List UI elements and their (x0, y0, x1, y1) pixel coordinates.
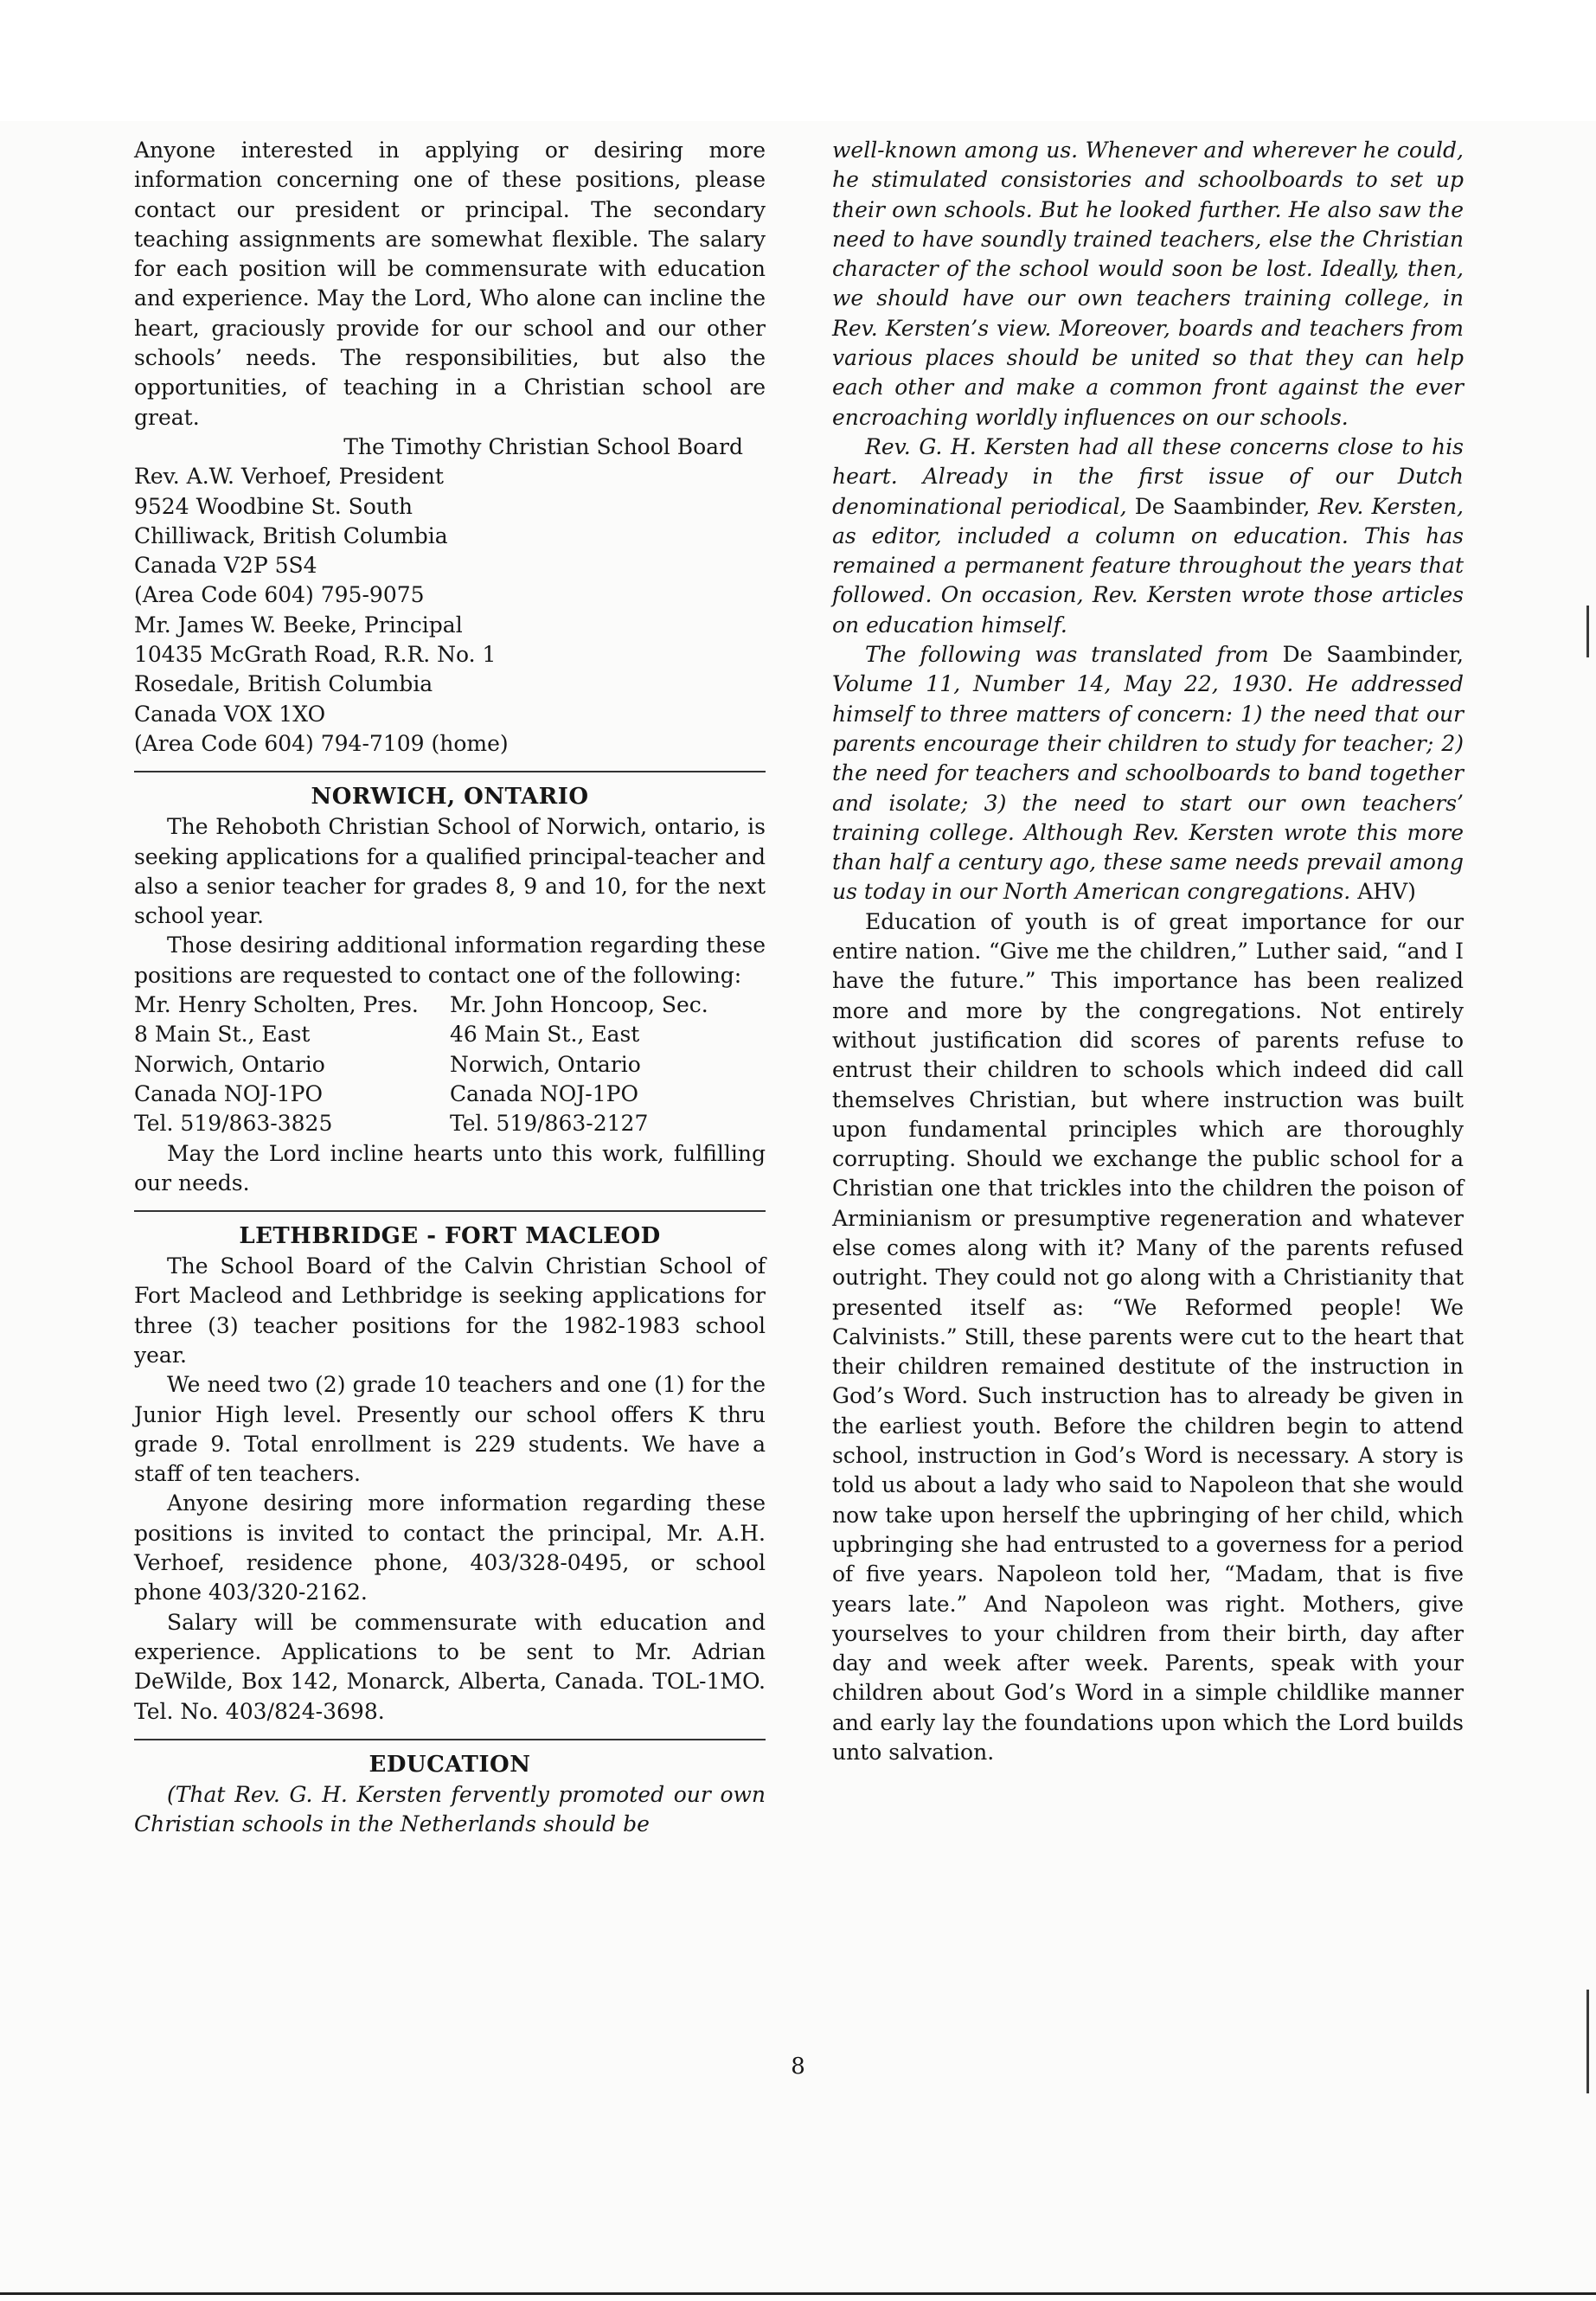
contact-line: Mr. John Honcoop, Sec. (450, 992, 708, 1018)
norwich-paragraph: Those desiring additional information regarding these positions are requested to contact one of the following: (134, 933, 766, 988)
text-run: Rev. G. H. Kersten had all these concerns close to his heart. Already in the first issue of our Dutch denominational periodical, (832, 433, 1464, 519)
text-run: Rev. Kersten, as editor, included a column on education. This has remained a permanent feature throughout the years that followed. On occasion, Rev. Kersten wrote those articles on education himself. (832, 493, 1464, 638)
contact-line: 46 Main St., East (450, 1022, 640, 1048)
contact-line: Tel. 519/863-3825 (134, 1111, 333, 1137)
contact-line: Norwich, Ontario (134, 1051, 325, 1077)
contact-line: Canada VOX 1XO (134, 701, 326, 727)
lethbridge-paragraph: Anyone desiring more information regarding these positions is invited to contact the principal, Mr. A.H. Verhoef, residence phone, 403/328-0495, or school phone 403/320-2162. (134, 1490, 766, 1606)
lethbridge-heading: LETHBRIDGE - FORT MACLEOD (239, 1223, 661, 1250)
contact-line: Canada NOJ-1PO (450, 1080, 638, 1106)
contact-line: Mr. Henry Scholten, Pres. (134, 992, 419, 1018)
intro-paragraph: Anyone interested in applying or desiring more information concerning one of these positions, please contact our president or principal. The secondary teaching assignments are somewhat flexible. The salary for each position will be commensurate with education and experience. May the Lord, Who alone can incline the heart, graciously provide for our school and our other schools’ needs. The responsibilities, but also the opportunities, of teaching in a Christian school are great. (134, 138, 766, 430)
text-run: Volume 11, Number 14, May 22, 1930. He addressed himself to three matters of concern: 1) the need that our parents encourage their children to study for teacher; 2) the need for teachers and schoolboards to band together and isolate; 3) the need to start our own teachers’ training college. Although Rev. Kersten wrote this more than half a century ago, these same needs prevail among us today in our North American congregations. (832, 671, 1464, 905)
editorial-paragraph (832, 433, 1464, 640)
periodical-title: De Saambinder, (1134, 493, 1311, 519)
right-column (832, 136, 1464, 1767)
editor-initials: AHV) (1357, 879, 1416, 905)
contact-line: 10435 McGrath Road, R.R. No. 1 (134, 642, 497, 668)
section-divider (134, 1739, 766, 1740)
contact-line: Mr. James W. Beeke, Principal (134, 612, 463, 638)
contact-block (134, 462, 766, 759)
contact-line: Canada NOJ-1PO (134, 1080, 323, 1106)
contact-line: Chilliwack, British Columbia (134, 522, 448, 548)
article-paragraph: Education of youth is of great importance for our entire nation. “Give me the children,” Luther said, “and I have the future.” This importance has been realized more and more by the congregations. Not entirely without justification did scores of parents refuse to entrust their children to schools which indeed did call themselves Christian, but where instruction was built upon fundamental principles which are thoroughly corrupting. Should we exchange the public school for a Christian one that trickles into the children the poison of Arminianism or presumptive regeneration and whatever else comes along with it? Many of the parents refused outright. They could not go along with a Christianity that presented itself as: “We Reformed people! We Calvinists.” Still, these parents were cut to the heart that their children remained destitute of the instruction in God’s Word. Such instruction has to already be given in the earliest youth. Before the children begin to attend school, instruction in God’s Word is necessary. A story is told us about a lady who said to Napoleon that she would now take upon herself the upbringing of her child, which upbringing she had entrusted to a governess for a period of five years. Napoleon told her, “Madam, that is five years late.” And Napoleon was right. Mothers, give yourselves to your children from their birth, day after day and week after week. Parents, speak with your children about God’s Word in a simple childlike manner and early lay the foundations upon which the Lord builds unto salvation. (832, 908, 1464, 1766)
page-edge-mark (1586, 606, 1589, 657)
page-number: 8 (791, 2054, 805, 2080)
education-intro: (That Rev. G. H. Kersten fervently promoted our own Christian schools in the Netherlands should be (134, 1781, 766, 1837)
norwich-heading: NORWICH, ONTARIO (311, 784, 589, 811)
contact-line: 8 Main St., East (134, 1022, 311, 1048)
norwich-paragraph: The Rehoboth Christian School of Norwich, ontario, is seeking applications for a qualified principal-teacher and also a senior teacher for grades 8, 9 and 10, for the next school year. (134, 814, 766, 929)
education-heading: EDUCATION (369, 1751, 531, 1778)
lethbridge-paragraph: The School Board of the Calvin Christian School of Fort Macleod and Lethbridge is seeking applications for three (3) teacher positions for the 1982-1983 school year. (134, 1253, 766, 1368)
contact-line: Tel. 519/863-2127 (450, 1111, 649, 1137)
contact-president (134, 990, 450, 1138)
contact-line: Rev. A.W. Verhoef, President (134, 464, 444, 490)
periodical-title: De Saambinder, (1282, 642, 1465, 668)
board-signature: The Timothy Christian School Board (343, 433, 743, 459)
section-divider (134, 1210, 766, 1212)
section-divider (134, 771, 766, 772)
editorial-paragraph: well-known among us. Whenever and wherever he could, he stimulated consistories and schoolboards to set up their own schools. But he looked further. He also saw the need to have soundly trained teachers, else the Christian character of the school would soon be lost. Ideally, then, we should have our own teachers training college, in Rev. Kersten’s view. Moreover, boards and teachers from various places should be united so that they can help each other and make a common front against the ever encroaching worldly influences on our schools. (832, 138, 1464, 430)
left-column (134, 136, 766, 1839)
contact-secretary (450, 990, 766, 1138)
contact-line: Norwich, Ontario (450, 1051, 641, 1077)
contact-line: (Area Code 604) 795-9075 (134, 582, 425, 608)
lethbridge-paragraph: Salary will be commensurate with education and experience. Applications to be sent to Mr. Adrian DeWilde, Box 142, Monarck, Alberta, Canada. TOL-1MO. Tel. No. 403/824-3698. (134, 1609, 766, 1724)
norwich-contacts (134, 990, 766, 1138)
text-run: The following was translated from (865, 642, 1269, 668)
contact-line: (Area Code 604) 794-7109 (home) (134, 730, 509, 756)
editorial-paragraph (832, 640, 1464, 907)
norwich-paragraph: May the Lord incline hearts unto this work, fulfilling our needs. (134, 1140, 766, 1195)
contact-line: Canada V2P 5S4 (134, 553, 317, 579)
contact-line: Rosedale, British Columbia (134, 671, 433, 697)
lethbridge-paragraph: We need two (2) grade 10 teachers and one (1) for the Junior High level. Presently our school offers K thru grade 9. Total enrollment is 229 students. We have a staff of ten teachers. (134, 1372, 766, 1487)
contact-line: 9524 Woodbine St. South (134, 493, 413, 519)
